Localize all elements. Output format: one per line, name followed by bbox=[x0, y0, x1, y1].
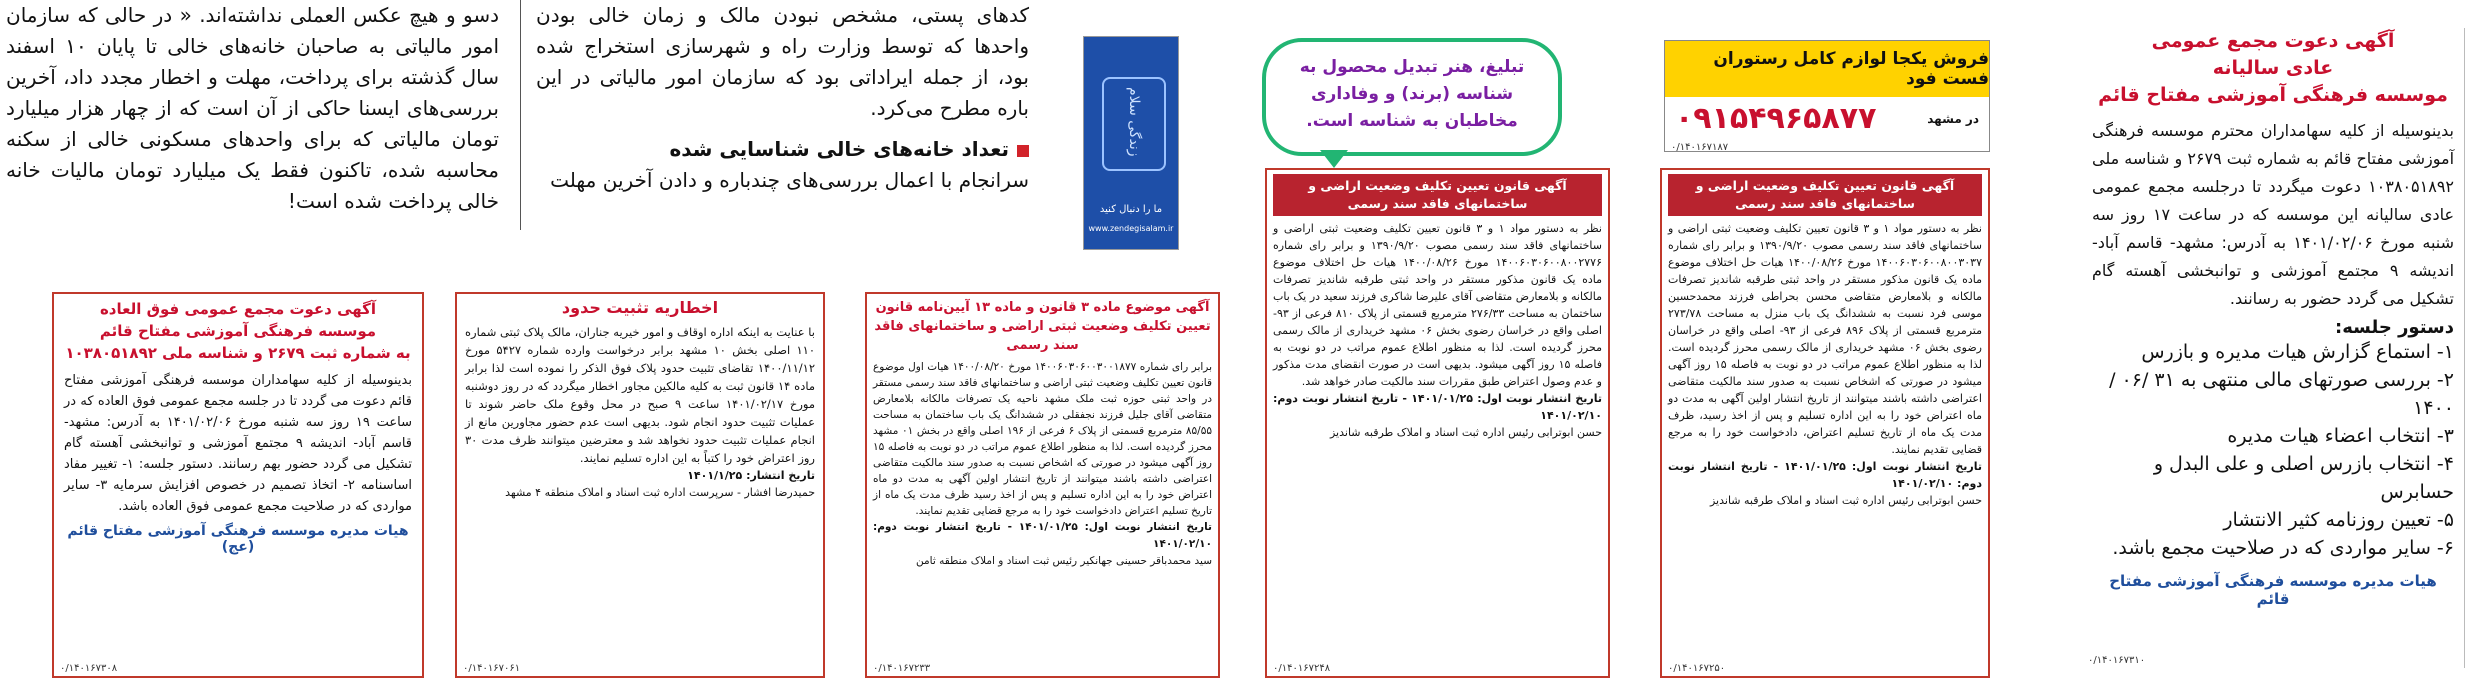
bubble-ad bbox=[1262, 38, 1562, 156]
assembly-title-2: موسسه فرهنگی آموزشی مفتاح قائم bbox=[99, 322, 377, 340]
hudud-title: اخطاریه تثبیت حدود bbox=[561, 298, 719, 317]
law-ad-signature: سید محمدباقر حسینی جهانکیر رئیس ثبت اسناد و املاک منطقه ثامن bbox=[916, 555, 1212, 567]
ad-code: ۰/۱۴۰۱۶۷۲۴۸ bbox=[1273, 663, 1331, 674]
hudud-signature: حمیدرضا افشار - سرپرست اداره ثبت اسناد و املاک منطقه ۴ مشهد bbox=[505, 486, 815, 499]
bubble-ad-text: تبلیغ، هنر تبدیل محصول به شناسه (برند) و وفاداری مخاطبان به شناسه است. bbox=[1299, 57, 1525, 131]
assembly-signature: هیات مدیره موسسه فرهنگی آموزشی مفتاح قائم (عج) bbox=[67, 523, 409, 555]
law-ad-b bbox=[1265, 168, 1610, 678]
subheading-text: سرانجام با اعمال بررسی‌های چندباره و دادن آخرین مهلت bbox=[550, 168, 1029, 192]
banner-tagline: ما را دنبال کنید bbox=[1099, 204, 1163, 215]
agenda-item: ۲- بررسی صورتهای مالی منتهی به ۳۱ /۰۶ /۱۴۰۰ bbox=[2109, 369, 2454, 419]
law-ad-a bbox=[1660, 168, 1990, 678]
ad-code: ۰/۱۴۰۱۶۷۰۶۱ bbox=[463, 663, 521, 674]
fastfood-ad-title: فروش یکجا لوازم کامل رستوران فست فود bbox=[1713, 49, 1989, 89]
law-ad-heading: آگهی موضوع ماده ۳ قانون و ماده ۱۳ آیین‌نامه قانون تعیین تکلیف وضعیت ثبتی اراضی و ساختمانهای فاقد سند رسمی bbox=[874, 300, 1211, 353]
assembly-ad-right bbox=[2082, 28, 2465, 668]
law-ad-dates: تاریخ انتشار نوبت اول: ۱۴۰۱/۰۱/۲۵ - تاریخ انتشار نوبت دوم: ۱۴۰۱/۰۲/۱۰ bbox=[1668, 460, 1983, 490]
agenda-item: ۳- انتخاب اعضاء هیات مدیره bbox=[2227, 425, 2454, 447]
agenda-list bbox=[2092, 338, 2454, 562]
law-ad-body: برابر رای شماره ۱۴۰۰۶۰۳۰۶۰۰۳۰۰۱۸۷۷ مورخ ۱۴۰۰/۰۸/۲۰ هیات اول موضوع قانون تعیین تکلیف وضعیت ثبتی اراضی و ساختمانهای فاقد سند رسمی مستقر در واحد ثبتی حوزه ثبت ملک مشهد ناحیه یک تصرفات مالکانه بلامعارض متقاضی آقای جلیل فرزند نجفقلی در ششدانگ یک باب ساختمان به مساحت ۸۵/۵۵ مترمربع قسمتی از پلاک ۶ فرعی از ۱۹۶ اصلی واقع در بخش ۰۱ مشهد محرز گردیده است. لذا به منظور اطلاع عموم مراتب در دو نوبت به فاصله ۱۵ روز آگهی میشود در صورتی که اشخاص نسبت به صدور سند مالکیت متقاضی اعتراضی داشته باشند میتوانند از تاریخ انتشار اولین آگهی به مدت دو ماه اعتراض خود را به این اداره تسلیم و پس از اخذ رسید ظرف مدت یک ماه از تاریخ تسلیم اعتراض دادخواست خود را به مرجع قضایی تقدیم نمایند. bbox=[873, 361, 1213, 517]
law-ad-dates: تاریخ انتشار نوبت اول: ۱۴۰۱/۰۱/۲۵ - تاریخ انتشار نوبت دوم: ۱۴۰۱/۰۲/۱۰ bbox=[873, 521, 1212, 550]
agenda-item: ۶- سایر مواردی که در صلاحیت مجمع باشد. bbox=[2112, 537, 2454, 559]
article-column-1 bbox=[0, 0, 505, 228]
article-column-2 bbox=[530, 0, 1035, 228]
hudud-body: با عنایت به اینکه اداره اوقاف و امور خیریه جناران، مالک پلاک ثبتی شماره ۱۱۰ اصلی بخش ۱۰ مشهد برابر درخواست وارده شماره ۵۴۲۷ مورخ ۱۴۰۰/۱۱/۱۲ تقاضای تثبیت حدود پلاک فوق الذکر را نموده است لذا برابر ماده ۱۴ قانون ثبت به کلیه مالکین مجاور اخطار میگردد که در روز دوشنبه مورخ ۱۴۰۱/۰۲/۱۷ ساعت ۹ صبح در محل وقوع ملک حاضر شوند تا عملیات تثبیت حدود انجام شود. بدیهی است عدم حضور مجاورین مانع از انجام عملیات تثبیت حدود نخواهد شد و معترضین میتوانند ظرف مدت ۳۰ روز اعتراض خود را کتباً به این اداره تسلیم نمایند. bbox=[465, 325, 816, 465]
logo-icon: زندگی سلام bbox=[1102, 77, 1166, 171]
fastfood-ad-phone[interactable]: ۰۹۱۵۴۹۶۵۸۷۷ bbox=[1675, 101, 1877, 136]
law-ad-body: نظر به دستور مواد ۱ و ۳ قانون تعیین تکلیف وضعیت ثبتی اراضی و ساختمانهای فاقد سند رسمی مصوب ۱۳۹۰/۹/۲۰ و برابر رای شماره ۱۴۰۰۶۰۳۰۶۰۰۸۰۰۲۷۷۶ مورخ ۱۴۰۰/۰۸/۲۶ هیات حل اختلاف موضوع ماده یک قانون مذکور مستقر در واحد ثبتی طرقبه شاندیز تصرفات مالکانه و بلامعارض متقاضی آقای علیرضا شاکری فرزند سعید در یک باب ساختمان به مساحت ۲۷۶/۳۳ مترمربع قسمتی از پلاک ۸۱۰ فرعی از ۹۳- اصلی واقع در خراسان رضوی بخش ۰۶ مشهد خریداری از مالک رسمی محرز گردیده است. لذا به منظور اطلاع عموم مراتب در دو نوبت به فاصله ۱۵ روز آگهی میشود. بدیهی است در صورت انقضای مدت مذکور و عدم وصول اعتراض طبق مقررات سند مالکیت صادر خواهد شد. bbox=[1273, 222, 1603, 388]
bullet-square-icon bbox=[1017, 145, 1029, 157]
assembly-title-1: آگهی دعوت مجمع عمومی bbox=[2151, 30, 2395, 52]
law-ad-heading: آگهی قانون تعیین تکلیف وضعیت اراضی و ساختمانهای فاقد سند رسمی bbox=[1273, 174, 1602, 216]
fastfood-ad bbox=[1664, 40, 1990, 152]
banner-url[interactable]: www.zendegisalam.ir bbox=[1088, 224, 1174, 233]
law-ad-signature: حسن ابوترابی رئیس اداره ثبت اسناد و املاک طرقبه شاندیز bbox=[1329, 426, 1602, 439]
law-ad-body: نظر به دستور مواد ۱ و ۳ قانون تعیین تکلیف وضعیت ثبتی اراضی و ساختمانهای فاقد سند رسمی مصوب ۱۳۹۰/۹/۲۰ و برابر رای شماره ۱۴۰۰۶۰۳۰۶۰۰۸۰۰۳۰۳۷ مورخ ۱۴۰۰/۰۸/۲۶ هیات حل اختلاف موضوع ماده یک قانون مذکور مستقر در واحد ثبتی طرقبه شاندیز تصرفات مالکانه و بلامعارض متقاضی محسن بحراطی فرزند محمدحسین موسی فرد نسبت به ششدانگ یک باب منزل به مساحت ۲۷۳/۷۸ مترمربع قسمتی از پلاک ۸۹۶ فرعی از ۹۳- اصلی واقع در خراسان رضوی بخش ۰۶ مشهد خریداری از مالک رسمی محرز گردیده است. لذا به منظور اطلاع عموم مراتب در دو نوبت به فاصله ۱۵ روز آگهی میشود در صورتی که اشخاص نسبت به صدور سند مالکیت متقاضی اعتراضی داشته باشند میتوانند از تاریخ انتشار اولین آگهی به مدت دو ماه اعتراض خود را به این اداره تسلیم و پس از اخذ رسید، ظرف مدت یک ماه از تاریخ تسلیم اعتراض، دادخواست خود را به مرجع قضایی تقدیم نمایند. bbox=[1668, 222, 1982, 456]
zendegisalam-banner bbox=[1083, 36, 1179, 250]
law-ad-signature: حسن ابوترابی رئیس اداره ثبت اسناد و املاک طرقبه شاندیز bbox=[1709, 494, 1982, 507]
agenda-item: ۴- انتخاب بازرس اصلی و علی البدل و حسابرس bbox=[2153, 453, 2454, 503]
bubble-tail-icon bbox=[1320, 150, 1348, 168]
ad-code: ۰/۱۴۰۱۶۷۳۱۰ bbox=[2088, 655, 2146, 666]
subheading: تعداد خانه‌های خالی شناسایی شده bbox=[536, 134, 1029, 165]
hudud-date: تاریخ انتشار: ۱۴۰۱/۱/۲۵ bbox=[687, 469, 815, 482]
assembly-ad-left bbox=[52, 292, 424, 678]
assembly-title-2: عادی سالیانه bbox=[2212, 57, 2334, 79]
agenda-item: ۱- استماع گزارش هیات مدیره و بازرس bbox=[2141, 341, 2454, 363]
fastfood-ad-city: در مشهد bbox=[1927, 111, 1979, 126]
law-ad-heading: آگهی قانون تعیین تکلیف وضعیت اراضی و ساختمانهای فاقد سند رسمی bbox=[1668, 174, 1982, 216]
agenda-item: ۵- تعیین روزنامه کثیر الانتشار bbox=[2223, 509, 2454, 531]
hudud-notice-ad bbox=[455, 292, 825, 678]
ad-code: ۰/۱۴۰۱۶۷۱۸۷ bbox=[1671, 142, 1729, 152]
assembly-body: بدینوسیله از کلیه سهامداران محترم موسسه فرهنگی آموزشی مفتاح قائم به شماره ثبت ۲۶۷۹ و شناسه ملی ۱۰۳۸۰۵۱۸۹۲ دعوت میگردد تا درجلسه مجمع عمومی عادی سالیانه این موسسه که در ساعت ۱۷ روز سه شنبه مورخ ۱۴۰۱/۰۲/۰۶ به آدرس: مشهد- قاسم آباد- اندیشه ۹ مجتمع آموزشی و توانبخشی آهسته گام تشکیل می گردد حضور به رسانند. bbox=[2092, 121, 2455, 308]
article-text-1: دسو و هیچ عکس العملی نداشته‌اند. « در حالی که سازمان امور مالیاتی به صاحبان خانه‌های خالی تا پایان ۱۰ اسفند سال گذشته برای پرداخت، مهلت و اخطار مجدد داد، آخرین بررسی‌های ایسنا حاکی از آن است که از چهار هزار میلیارد تومان مالیاتی که برای واحدهای مسکونی خالی از سکنه محاسبه شده، تاکنون فقط یک میلیارد تومان مالیات خانه خالی پرداخت شده است! bbox=[6, 3, 499, 213]
law-ad-dates: تاریخ انتشار نوبت اول: ۱۴۰۱/۰۱/۲۵ - تاریخ انتشار نوبت دوم: ۱۴۰۱/۰۲/۱۰ bbox=[1273, 392, 1602, 422]
article-text-2: کدهای پستی، مشخص نبودن مالک و زمان خالی بودن واحدها که توسط وزارت راه و شهرسازی استخراج شده بود، از جمله ایراداتی بود که سازمان امور مالیاتی در این باره مطرح می‌کرد. bbox=[536, 3, 1029, 120]
ad-code: ۰/۱۴۰۱۶۷۲۳۳ bbox=[873, 663, 931, 674]
agenda-title: دستور جلسه: bbox=[2335, 317, 2454, 338]
assembly-title-3: به شماره ثبت ۲۶۷۹ و شناسه ملی ۱۰۳۸۰۵۱۸۹۲ bbox=[65, 344, 411, 362]
ad-code: ۰/۱۴۰۱۶۷۲۵۰ bbox=[1668, 663, 1726, 674]
assembly-signature: هیات مدیره موسسه فرهنگی آموزشی مفتاح قائم bbox=[2109, 572, 2437, 608]
ad-code: ۰/۱۴۰۱۶۷۳۰۸ bbox=[60, 663, 118, 674]
assembly-title-3: موسسه فرهنگی آموزشی مفتاح قائم bbox=[2098, 84, 2448, 106]
law-ad-c bbox=[865, 292, 1220, 678]
assembly-title-1: آگهی دعوت مجمع عمومی فوق العاده bbox=[99, 300, 377, 318]
assembly-body: بدینوسیله از کلیه سهامداران موسسه فرهنگی آموزشی مفتاح قائم دعوت می گردد تا در جلسه مجمع عمومی فوق العاده که در ساعت ۱۹ روز سه شنبه مورخ ۱۴۰۱/۰۲/۰۶ به آدرس: مشهد- قاسم آباد- اندیشه ۹ مجتمع آموزشی و توانبخشی آهسته گام تشکیل می گردد حضور بهم رسانند. دستور جلسه: ۱- تغییر مفاد اساسنامه ۲- اتخاذ تصمیم در خصوص افزایش سرمایه ۳- سایر مواردی که در صلاحیت مجمع عمومی فوق العاده باشد. bbox=[64, 373, 412, 514]
